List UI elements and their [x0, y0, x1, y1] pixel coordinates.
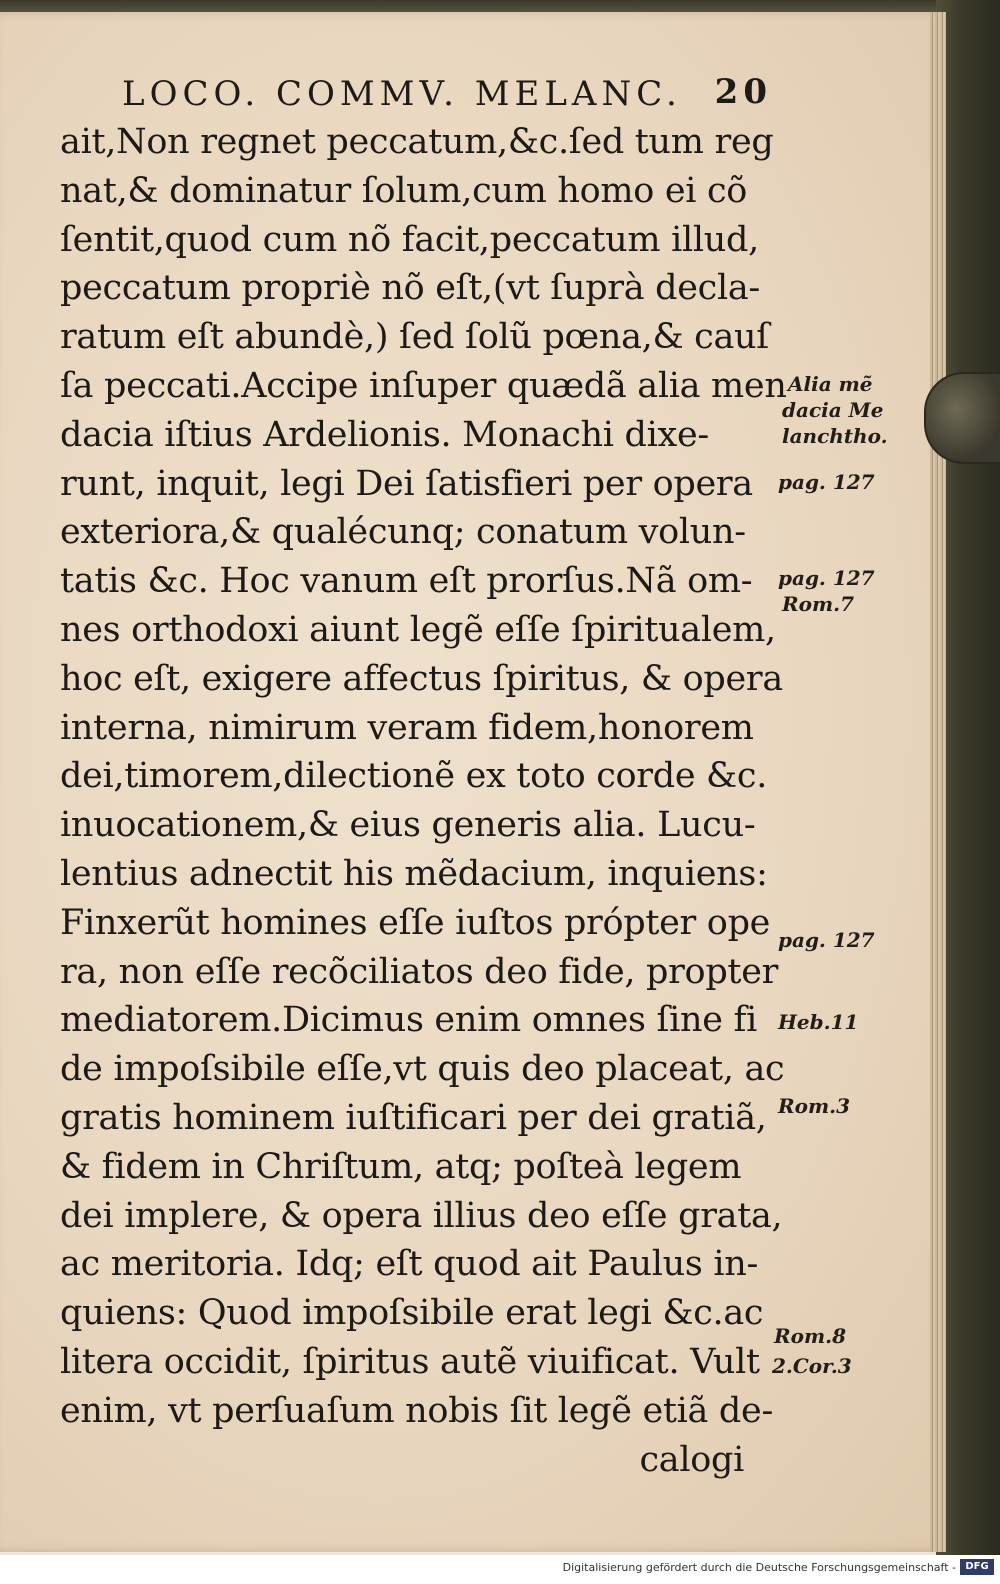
text-line: exteriora,& qualécunq; conatum volun- — [60, 512, 746, 553]
marginal-note: Rom.7 — [782, 592, 855, 616]
text-line: nes orthodoxi aiunt legẽ eſſe ſpiritualem, — [60, 609, 776, 650]
book-clasp — [924, 372, 1000, 464]
text-line: dacia iſtius Ardelionis. Monachi dixe- — [60, 414, 709, 455]
main-text-block — [60, 118, 787, 1484]
marginal-note: 2.Cor.3 — [772, 1354, 852, 1378]
marginal-note: dacia Me — [782, 398, 884, 422]
marginal-note: Rom.8 — [774, 1324, 847, 1348]
catchword: calogi — [639, 1439, 744, 1480]
text-line: quiens: Quod impoſsibile erat legi &c.ac — [60, 1293, 764, 1334]
text-line: Finxerũt homines eſſe iuſtos própter ope — [60, 902, 771, 943]
text-line: lentius adnectit his mẽdacium, inquiens: — [60, 853, 768, 894]
marginal-note: lanchtho. — [782, 424, 888, 448]
text-line: enim, vt perſuaſum nobis ſit legẽ etiã de- — [60, 1390, 773, 1431]
marginal-note: Rom.3 — [778, 1094, 851, 1118]
marginal-note: Heb.11 — [778, 1010, 859, 1034]
text-line: dei implere, & opera illius deo eſſe grata, — [60, 1195, 783, 1236]
text-line: inuocationem,& eius generis alia. Lucu- — [60, 805, 756, 846]
folio-number: 20 — [714, 72, 772, 112]
text-line: ſa peccati.Accipe inſuper quædã alia men — [60, 365, 787, 406]
running-head — [122, 74, 772, 124]
digitization-credit: Digitalisierung gefördert durch die Deutsche Forschungsgemeinschaft - — [562, 1561, 956, 1574]
text-line: gratis hominem iuſtificari per dei gratiã, — [60, 1097, 767, 1138]
text-line: tatis &c. Hoc vanum eſt prorſus.Nã om- — [60, 561, 753, 602]
marginal-note: pag. 127 — [778, 470, 875, 494]
marginal-note: Alia mẽ — [788, 372, 873, 396]
text-line: ra, non eſſe recõciliatos deo fide, propter — [60, 951, 779, 992]
text-line: ac meritoria. Idq; eſt quod ait Paulus in- — [60, 1244, 758, 1285]
running-head-title: LOCO. COMMV. MELANC. — [122, 74, 682, 114]
text-line: mediatorem.Dicimus enim omnes ſine fi — [60, 1000, 758, 1041]
text-line: hoc eſt, exigere affectus ſpiritus, & opera — [60, 658, 783, 699]
text-line: de impoſsibile eſſe,vt quis deo placeat, ac — [60, 1049, 785, 1090]
dfg-logo: DFG — [960, 1559, 994, 1575]
text-line: & fidem in Chriſtum, atq; poſteà legem — [60, 1146, 742, 1187]
text-line: ait,Non regnet peccatum,&c.ſed tum reg — [60, 122, 774, 162]
page-edge — [930, 12, 946, 1552]
text-line: litera occidit, ſpiritus autẽ viuificat. Vult — [60, 1341, 760, 1382]
marginal-note: pag. 127 — [778, 566, 875, 590]
text-line: ſentit,quod cum nõ facit,peccatum illud, — [60, 219, 759, 260]
text-line: dei,timorem,dilectionẽ ex toto corde &c. — [60, 756, 768, 797]
text-line: interna, nimirum veram fidem,honorem — [60, 707, 754, 748]
text-line: peccatum propriè nõ eſt,(vt ſuprà decla- — [60, 268, 760, 309]
text-line: runt, inquit, legi Dei ſatisfieri per opera — [60, 463, 753, 504]
text-line: nat,& dominatur ſolum,cum homo ei cõ — [60, 170, 748, 211]
text-line: ratum eſt abundè,) ſed ſolũ pœna,& cauſ — [60, 317, 769, 358]
marginal-note: pag. 127 — [778, 928, 875, 952]
